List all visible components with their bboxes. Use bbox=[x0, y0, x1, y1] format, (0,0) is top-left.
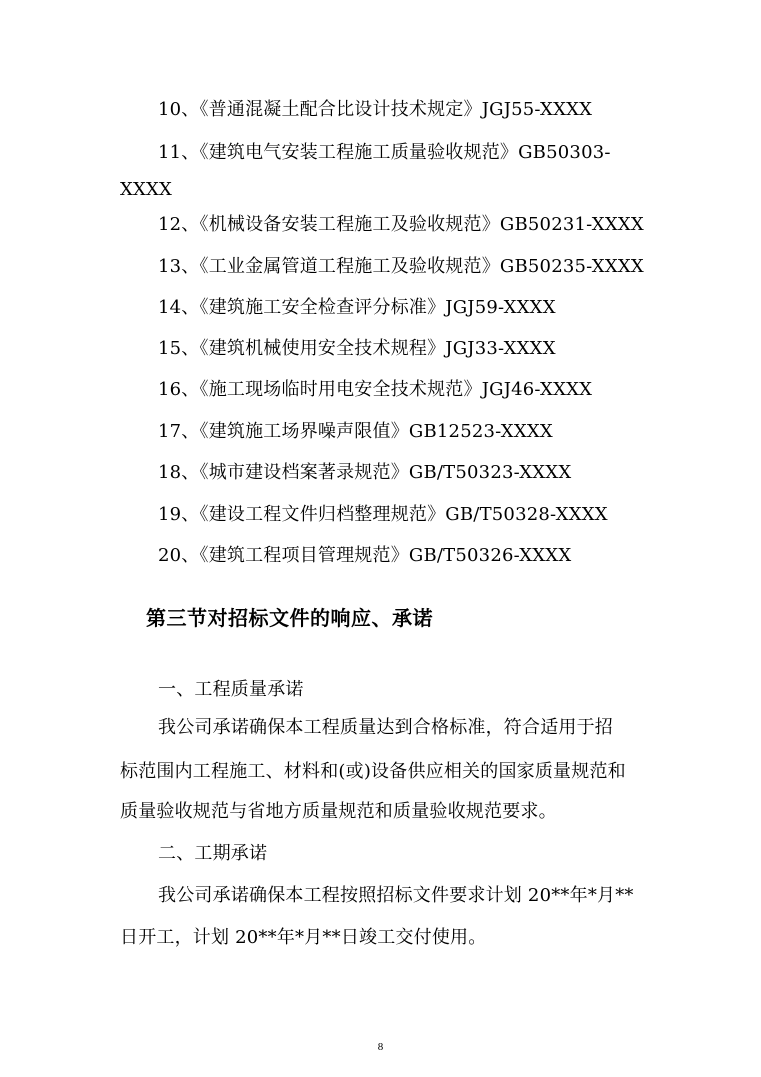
quality-paragraph-line-1: 我公司承诺确保本工程质量达到合格标准，符合适用于招 bbox=[158, 717, 613, 738]
reference-item-16: 16、《施工现场临时用电安全技术规范》JGJ46-XXXX bbox=[158, 379, 593, 400]
page-number: 8 bbox=[377, 1041, 384, 1053]
section-title: 第三节对招标文件的响应、承诺 bbox=[146, 606, 433, 630]
quality-heading: 一、工程质量承诺 bbox=[158, 679, 304, 700]
reference-item-18: 18、《城市建设档案著录规范》GB/T50323-XXXX bbox=[158, 462, 572, 483]
reference-item-20: 20、《建筑工程项目管理规范》GB/T50326-XXXX bbox=[158, 545, 572, 566]
schedule-paragraph-line-1: 我公司承诺确保本工程按照招标文件要求计划 20**年*月** bbox=[158, 885, 634, 906]
reference-item-13: 13、《工业金属管道工程施工及验收规范》GB50235-XXXX bbox=[158, 256, 644, 277]
reference-item-19: 19、《建设工程文件归档整理规范》GB/T50328-XXXX bbox=[158, 504, 608, 525]
reference-item-10: 10、《普通混凝土配合比设计技术规定》JGJ55-XXXX bbox=[158, 99, 593, 120]
reference-item-11-continued: XXXX bbox=[120, 179, 173, 200]
reference-item-12: 12、《机械设备安装工程施工及验收规范》GB50231-XXXX bbox=[158, 214, 644, 235]
reference-item-15: 15、《建筑机械使用安全技术规程》JGJ33-XXXX bbox=[158, 338, 556, 359]
reference-item-14: 14、《建筑施工安全检查评分标准》JGJ59-XXXX bbox=[158, 297, 556, 318]
schedule-heading: 二、工期承诺 bbox=[158, 843, 268, 864]
reference-item-11: 11、《建筑电气安装工程施工质量验收规范》GB50303- bbox=[158, 142, 611, 163]
quality-paragraph-line-3: 质量验收规范与省地方质量规范和质量验收规范要求。 bbox=[120, 801, 557, 822]
quality-paragraph-line-2: 标范围内工程施工、材料和(或)设备供应相关的国家质量规范和 bbox=[120, 761, 626, 782]
schedule-paragraph-line-2: 日开工，计划 20**年*月**日竣工交付使用。 bbox=[120, 927, 487, 948]
reference-item-17: 17、《建筑施工场界噪声限值》GB12523-XXXX bbox=[158, 421, 553, 442]
